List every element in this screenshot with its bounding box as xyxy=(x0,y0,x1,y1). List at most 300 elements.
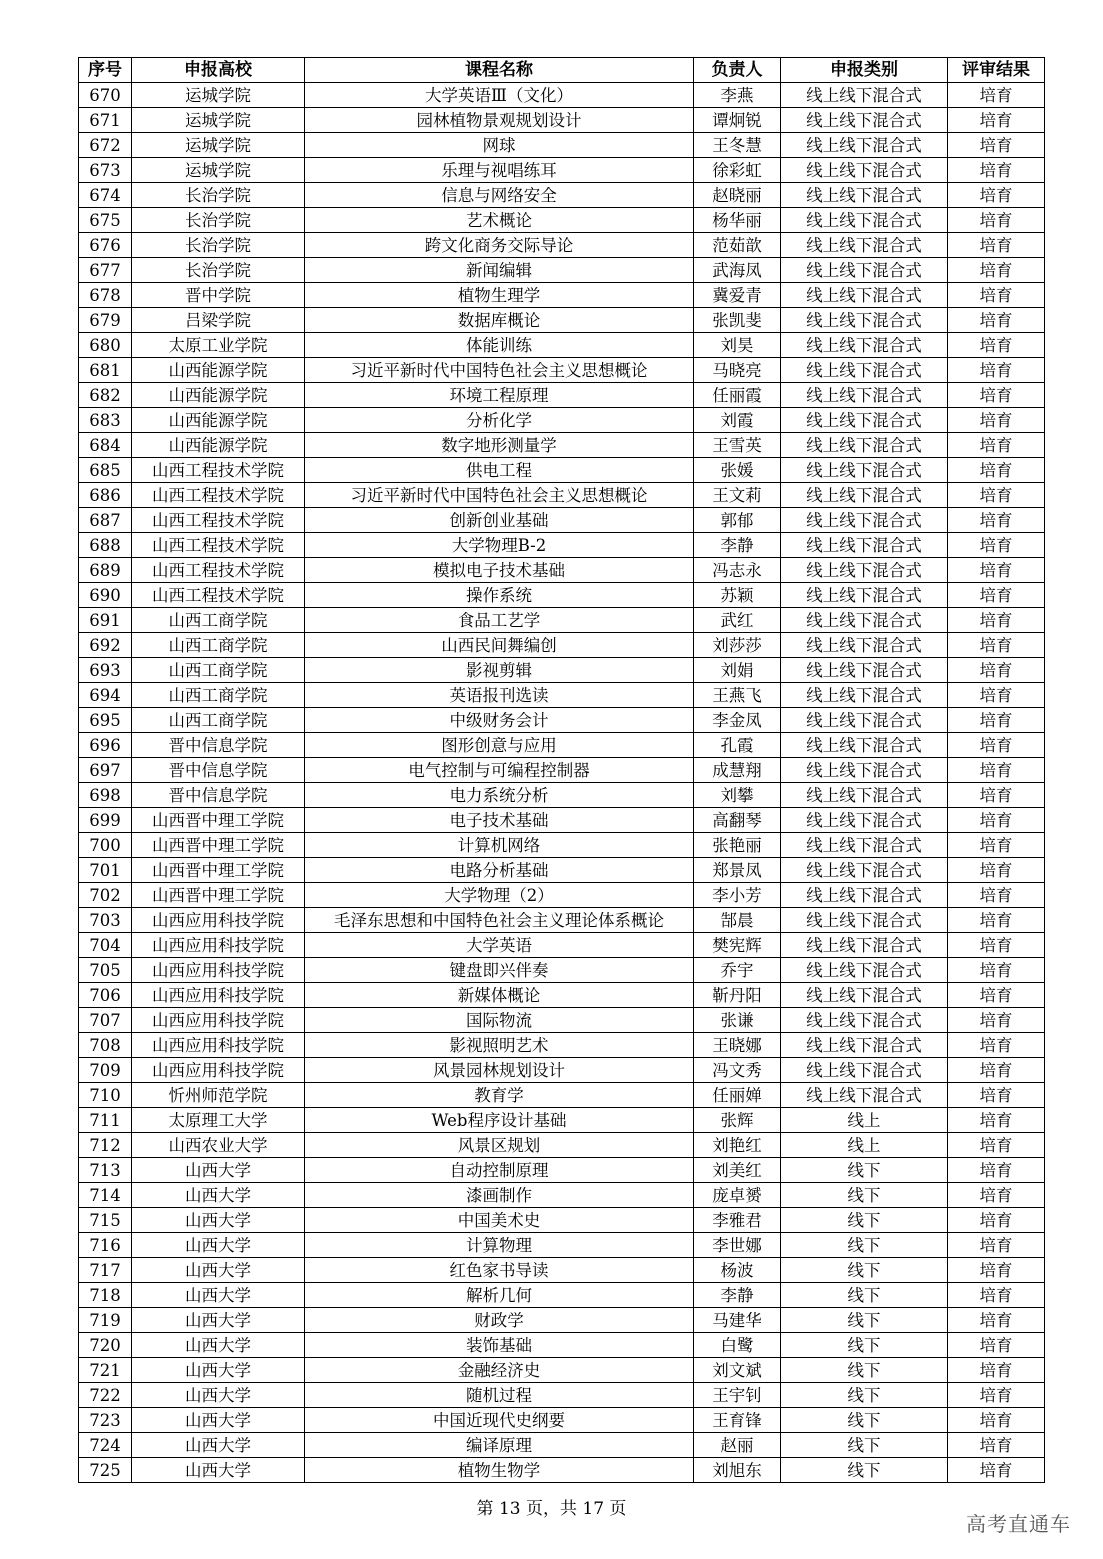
cell-instructor: 王宇钊 xyxy=(694,1383,781,1408)
cell-index: 712 xyxy=(79,1133,132,1158)
cell-index: 680 xyxy=(79,333,132,358)
cell-course-name: 解析几何 xyxy=(305,1283,694,1308)
cell-university: 山西工程技术学院 xyxy=(132,483,305,508)
cell-result: 培育 xyxy=(948,1433,1045,1458)
cell-university: 山西应用科技学院 xyxy=(132,1033,305,1058)
cell-index: 687 xyxy=(79,508,132,533)
cell-category: 线上线下混合式 xyxy=(781,633,948,658)
cell-result: 培育 xyxy=(948,608,1045,633)
cell-result: 培育 xyxy=(948,983,1045,1008)
table-row xyxy=(79,1233,1045,1258)
cell-instructor: 郜晨 xyxy=(694,908,781,933)
cell-category: 线上线下混合式 xyxy=(781,183,948,208)
cell-course-name: 艺术概论 xyxy=(305,208,694,233)
cell-result: 培育 xyxy=(948,133,1045,158)
cell-category: 线上线下混合式 xyxy=(781,583,948,608)
table-row xyxy=(79,608,1045,633)
cell-result: 培育 xyxy=(948,1008,1045,1033)
table-row xyxy=(79,1333,1045,1358)
cell-result: 培育 xyxy=(948,1033,1045,1058)
cell-result: 培育 xyxy=(948,658,1045,683)
cell-course-name: 山西民间舞编创 xyxy=(305,633,694,658)
cell-category: 线下 xyxy=(781,1408,948,1433)
cell-index: 715 xyxy=(79,1208,132,1233)
table-row xyxy=(79,783,1045,808)
cell-instructor: 刘莎莎 xyxy=(694,633,781,658)
cell-category: 线上线下混合式 xyxy=(781,458,948,483)
table-row xyxy=(79,883,1045,908)
cell-result: 培育 xyxy=(948,183,1045,208)
cell-result: 培育 xyxy=(948,108,1045,133)
cell-instructor: 刘霞 xyxy=(694,408,781,433)
cell-result: 培育 xyxy=(948,1133,1045,1158)
cell-university: 山西大学 xyxy=(132,1233,305,1258)
cell-course-name: 习近平新时代中国特色社会主义思想概论 xyxy=(305,358,694,383)
cell-university: 吕梁学院 xyxy=(132,308,305,333)
cell-result: 培育 xyxy=(948,858,1045,883)
cell-instructor: 杨波 xyxy=(694,1258,781,1283)
cell-index: 701 xyxy=(79,858,132,883)
cell-course-name: 分析化学 xyxy=(305,408,694,433)
cell-category: 线上线下混合式 xyxy=(781,733,948,758)
cell-result: 培育 xyxy=(948,433,1045,458)
cell-instructor: 刘旭东 xyxy=(694,1458,781,1483)
cell-instructor: 徐彩虹 xyxy=(694,158,781,183)
cell-category: 线上线下混合式 xyxy=(781,1083,948,1108)
cell-course-name: 网球 xyxy=(305,133,694,158)
cell-course-name: 环境工程原理 xyxy=(305,383,694,408)
cell-index: 719 xyxy=(79,1308,132,1333)
cell-index: 670 xyxy=(79,83,132,108)
cell-university: 长治学院 xyxy=(132,183,305,208)
cell-university: 山西工程技术学院 xyxy=(132,533,305,558)
cell-instructor: 张谦 xyxy=(694,1008,781,1033)
cell-university: 山西工程技术学院 xyxy=(132,583,305,608)
table-row xyxy=(79,508,1045,533)
cell-instructor: 樊宪辉 xyxy=(694,933,781,958)
cell-index: 706 xyxy=(79,983,132,1008)
cell-university: 山西大学 xyxy=(132,1258,305,1283)
cell-course-name: 国际物流 xyxy=(305,1008,694,1033)
cell-index: 700 xyxy=(79,833,132,858)
cell-category: 线上线下混合式 xyxy=(781,933,948,958)
cell-course-name: 数字地形测量学 xyxy=(305,433,694,458)
table-row xyxy=(79,908,1045,933)
cell-university: 晋中信息学院 xyxy=(132,758,305,783)
cell-result: 培育 xyxy=(948,958,1045,983)
cell-category: 线上线下混合式 xyxy=(781,158,948,183)
cell-instructor: 杨华丽 xyxy=(694,208,781,233)
cell-course-name: 数据库概论 xyxy=(305,308,694,333)
cell-category: 线上 xyxy=(781,1108,948,1133)
cell-course-name: 跨文化商务交际导论 xyxy=(305,233,694,258)
cell-instructor: 武海凤 xyxy=(694,258,781,283)
cell-instructor: 任丽婵 xyxy=(694,1083,781,1108)
cell-course-name: 电子技术基础 xyxy=(305,808,694,833)
cell-course-name: 电路分析基础 xyxy=(305,858,694,883)
cell-university: 晋中学院 xyxy=(132,283,305,308)
table-row xyxy=(79,808,1045,833)
cell-result: 培育 xyxy=(948,833,1045,858)
cell-course-name: 计算机网络 xyxy=(305,833,694,858)
table-body xyxy=(79,83,1045,1483)
cell-instructor: 孔霞 xyxy=(694,733,781,758)
cell-course-name: 信息与网络安全 xyxy=(305,183,694,208)
cell-result: 培育 xyxy=(948,308,1045,333)
cell-course-name: 大学英语 xyxy=(305,933,694,958)
cell-category: 线下 xyxy=(781,1308,948,1333)
cell-category: 线上线下混合式 xyxy=(781,108,948,133)
cell-instructor: 刘攀 xyxy=(694,783,781,808)
cell-university: 山西能源学院 xyxy=(132,383,305,408)
cell-instructor: 李燕 xyxy=(694,83,781,108)
table-row xyxy=(79,258,1045,283)
cell-index: 713 xyxy=(79,1158,132,1183)
course-table xyxy=(78,57,1045,1483)
cell-index: 677 xyxy=(79,258,132,283)
cell-category: 线上线下混合式 xyxy=(781,483,948,508)
cell-course-name: 影视剪辑 xyxy=(305,658,694,683)
cell-university: 山西工程技术学院 xyxy=(132,508,305,533)
cell-university: 太原理工大学 xyxy=(132,1108,305,1133)
cell-instructor: 郑景凤 xyxy=(694,858,781,883)
cell-category: 线上线下混合式 xyxy=(781,558,948,583)
table-row xyxy=(79,708,1045,733)
cell-index: 718 xyxy=(79,1283,132,1308)
cell-result: 培育 xyxy=(948,533,1045,558)
cell-university: 山西晋中理工学院 xyxy=(132,808,305,833)
cell-result: 培育 xyxy=(948,1258,1045,1283)
cell-course-name: 毛泽东思想和中国特色社会主义理论体系概论 xyxy=(305,908,694,933)
cell-university: 山西能源学院 xyxy=(132,408,305,433)
table-row xyxy=(79,308,1045,333)
cell-instructor: 李静 xyxy=(694,533,781,558)
cell-category: 线上线下混合式 xyxy=(781,808,948,833)
cell-result: 培育 xyxy=(948,583,1045,608)
header-result: 评审结果 xyxy=(948,58,1045,83)
cell-category: 线上线下混合式 xyxy=(781,608,948,633)
cell-course-name: 创新创业基础 xyxy=(305,508,694,533)
cell-category: 线上线下混合式 xyxy=(781,883,948,908)
cell-course-name: 电气控制与可编程控制器 xyxy=(305,758,694,783)
cell-category: 线上线下混合式 xyxy=(781,333,948,358)
cell-category: 线上线下混合式 xyxy=(781,133,948,158)
cell-result: 培育 xyxy=(948,283,1045,308)
table-row xyxy=(79,1158,1045,1183)
cell-instructor: 王雪英 xyxy=(694,433,781,458)
table-row xyxy=(79,233,1045,258)
table-row xyxy=(79,108,1045,133)
cell-university: 山西应用科技学院 xyxy=(132,983,305,1008)
cell-result: 培育 xyxy=(948,258,1045,283)
cell-instructor: 刘文斌 xyxy=(694,1358,781,1383)
cell-index: 708 xyxy=(79,1033,132,1058)
cell-course-name: 大学物理（2） xyxy=(305,883,694,908)
table-row xyxy=(79,1083,1045,1108)
cell-course-name: 中国近现代史纲要 xyxy=(305,1408,694,1433)
cell-result: 培育 xyxy=(948,458,1045,483)
cell-index: 704 xyxy=(79,933,132,958)
table-row xyxy=(79,633,1045,658)
cell-university: 山西晋中理工学院 xyxy=(132,858,305,883)
cell-result: 培育 xyxy=(948,1308,1045,1333)
table-row xyxy=(79,1133,1045,1158)
cell-index: 671 xyxy=(79,108,132,133)
cell-index: 696 xyxy=(79,733,132,758)
cell-result: 培育 xyxy=(948,1208,1045,1233)
cell-result: 培育 xyxy=(948,1108,1045,1133)
cell-university: 山西大学 xyxy=(132,1158,305,1183)
cell-result: 培育 xyxy=(948,883,1045,908)
cell-index: 707 xyxy=(79,1008,132,1033)
cell-university: 运城学院 xyxy=(132,83,305,108)
cell-index: 703 xyxy=(79,908,132,933)
cell-category: 线上线下混合式 xyxy=(781,258,948,283)
table-row xyxy=(79,1433,1045,1458)
cell-category: 线上线下混合式 xyxy=(781,1033,948,1058)
cell-course-name: 自动控制原理 xyxy=(305,1158,694,1183)
cell-instructor: 刘娟 xyxy=(694,658,781,683)
table-row xyxy=(79,208,1045,233)
cell-result: 培育 xyxy=(948,158,1045,183)
table-row xyxy=(79,1033,1045,1058)
cell-university: 山西晋中理工学院 xyxy=(132,833,305,858)
cell-category: 线上线下混合式 xyxy=(781,708,948,733)
cell-category: 线上线下混合式 xyxy=(781,508,948,533)
cell-course-name: 植物生理学 xyxy=(305,283,694,308)
cell-instructor: 刘昊 xyxy=(694,333,781,358)
cell-result: 培育 xyxy=(948,808,1045,833)
cell-instructor: 张辉 xyxy=(694,1108,781,1133)
cell-instructor: 王育锋 xyxy=(694,1408,781,1433)
table-row xyxy=(79,1208,1045,1233)
table-row xyxy=(79,358,1045,383)
cell-result: 培育 xyxy=(948,758,1045,783)
cell-index: 705 xyxy=(79,958,132,983)
cell-course-name: 大学物理B-2 xyxy=(305,533,694,558)
cell-instructor: 张媛 xyxy=(694,458,781,483)
cell-instructor: 乔宇 xyxy=(694,958,781,983)
cell-course-name: 新闻编辑 xyxy=(305,258,694,283)
watermark-text: 高考直通车 xyxy=(966,1512,1071,1536)
header-index: 序号 xyxy=(79,58,132,83)
cell-index: 692 xyxy=(79,633,132,658)
table-row xyxy=(79,1183,1045,1208)
cell-instructor: 冀爱青 xyxy=(694,283,781,308)
cell-result: 培育 xyxy=(948,558,1045,583)
cell-index: 723 xyxy=(79,1408,132,1433)
cell-result: 培育 xyxy=(948,1083,1045,1108)
cell-index: 679 xyxy=(79,308,132,333)
cell-category: 线下 xyxy=(781,1158,948,1183)
cell-instructor: 高翻琴 xyxy=(694,808,781,833)
cell-result: 培育 xyxy=(948,708,1045,733)
cell-index: 688 xyxy=(79,533,132,558)
cell-university: 山西能源学院 xyxy=(132,358,305,383)
cell-result: 培育 xyxy=(948,933,1045,958)
cell-category: 线下 xyxy=(781,1283,948,1308)
cell-university: 山西应用科技学院 xyxy=(132,933,305,958)
cell-instructor: 李小芳 xyxy=(694,883,781,908)
cell-category: 线上线下混合式 xyxy=(781,308,948,333)
cell-course-name: 图形创意与应用 xyxy=(305,733,694,758)
cell-index: 720 xyxy=(79,1333,132,1358)
cell-instructor: 白鹭 xyxy=(694,1333,781,1358)
cell-university: 山西应用科技学院 xyxy=(132,908,305,933)
cell-category: 线下 xyxy=(781,1208,948,1233)
table-row xyxy=(79,483,1045,508)
table-row xyxy=(79,558,1045,583)
table-row xyxy=(79,983,1045,1008)
cell-course-name: 食品工艺学 xyxy=(305,608,694,633)
cell-category: 线下 xyxy=(781,1333,948,1358)
cell-index: 714 xyxy=(79,1183,132,1208)
cell-index: 724 xyxy=(79,1433,132,1458)
cell-index: 725 xyxy=(79,1458,132,1483)
cell-course-name: 风景园林规划设计 xyxy=(305,1058,694,1083)
cell-result: 培育 xyxy=(948,908,1045,933)
cell-instructor: 王冬慧 xyxy=(694,133,781,158)
table-row xyxy=(79,583,1045,608)
cell-instructor: 冯志永 xyxy=(694,558,781,583)
cell-course-name: 风景区规划 xyxy=(305,1133,694,1158)
cell-instructor: 庞卓赟 xyxy=(694,1183,781,1208)
cell-index: 684 xyxy=(79,433,132,458)
cell-course-name: 漆画制作 xyxy=(305,1183,694,1208)
cell-instructor: 李静 xyxy=(694,1283,781,1308)
table-row xyxy=(79,958,1045,983)
cell-course-name: 编译原理 xyxy=(305,1433,694,1458)
cell-university: 晋中信息学院 xyxy=(132,783,305,808)
cell-course-name: 植物生物学 xyxy=(305,1458,694,1483)
cell-index: 676 xyxy=(79,233,132,258)
cell-instructor: 马晓亮 xyxy=(694,358,781,383)
cell-index: 716 xyxy=(79,1233,132,1258)
cell-instructor: 张凯斐 xyxy=(694,308,781,333)
cell-instructor: 郭郁 xyxy=(694,508,781,533)
cell-index: 717 xyxy=(79,1258,132,1283)
cell-result: 培育 xyxy=(948,1408,1045,1433)
cell-instructor: 马建华 xyxy=(694,1308,781,1333)
cell-instructor: 成慧翔 xyxy=(694,758,781,783)
cell-university: 山西工商学院 xyxy=(132,633,305,658)
cell-university: 忻州师范学院 xyxy=(132,1083,305,1108)
table-row xyxy=(79,1383,1045,1408)
cell-university: 山西工商学院 xyxy=(132,708,305,733)
cell-course-name: 中国美术史 xyxy=(305,1208,694,1233)
cell-category: 线上线下混合式 xyxy=(781,433,948,458)
cell-result: 培育 xyxy=(948,508,1045,533)
cell-index: 675 xyxy=(79,208,132,233)
cell-category: 线上线下混合式 xyxy=(781,533,948,558)
cell-course-name: Web程序设计基础 xyxy=(305,1108,694,1133)
cell-result: 培育 xyxy=(948,208,1045,233)
cell-index: 711 xyxy=(79,1108,132,1133)
cell-university: 长治学院 xyxy=(132,258,305,283)
cell-index: 699 xyxy=(79,808,132,833)
cell-instructor: 李雅君 xyxy=(694,1208,781,1233)
cell-category: 线上线下混合式 xyxy=(781,858,948,883)
cell-index: 672 xyxy=(79,133,132,158)
cell-university: 晋中信息学院 xyxy=(132,733,305,758)
cell-index: 697 xyxy=(79,758,132,783)
cell-result: 培育 xyxy=(948,1458,1045,1483)
cell-result: 培育 xyxy=(948,1158,1045,1183)
cell-category: 线上线下混合式 xyxy=(781,1058,948,1083)
cell-course-name: 财政学 xyxy=(305,1308,694,1333)
cell-result: 培育 xyxy=(948,408,1045,433)
cell-category: 线上 xyxy=(781,1133,948,1158)
cell-university: 山西大学 xyxy=(132,1333,305,1358)
cell-course-name: 英语报刊选读 xyxy=(305,683,694,708)
cell-university: 山西大学 xyxy=(132,1358,305,1383)
table-row xyxy=(79,933,1045,958)
cell-result: 培育 xyxy=(948,333,1045,358)
table-row xyxy=(79,408,1045,433)
cell-result: 培育 xyxy=(948,358,1045,383)
table-row xyxy=(79,683,1045,708)
table-row xyxy=(79,533,1045,558)
cell-university: 山西工商学院 xyxy=(132,658,305,683)
header-category: 申报类别 xyxy=(781,58,948,83)
cell-index: 678 xyxy=(79,283,132,308)
table-row xyxy=(79,1308,1045,1333)
cell-university: 山西应用科技学院 xyxy=(132,958,305,983)
cell-instructor: 冯文秀 xyxy=(694,1058,781,1083)
cell-university: 山西大学 xyxy=(132,1383,305,1408)
table-row xyxy=(79,433,1045,458)
cell-university: 运城学院 xyxy=(132,158,305,183)
cell-result: 培育 xyxy=(948,1383,1045,1408)
cell-university: 长治学院 xyxy=(132,233,305,258)
cell-university: 山西大学 xyxy=(132,1208,305,1233)
cell-instructor: 李世娜 xyxy=(694,1233,781,1258)
cell-index: 702 xyxy=(79,883,132,908)
cell-result: 培育 xyxy=(948,1233,1045,1258)
cell-index: 694 xyxy=(79,683,132,708)
cell-university: 山西大学 xyxy=(132,1433,305,1458)
header-instructor: 负责人 xyxy=(694,58,781,83)
table-row xyxy=(79,658,1045,683)
cell-index: 681 xyxy=(79,358,132,383)
cell-index: 682 xyxy=(79,383,132,408)
cell-category: 线上线下混合式 xyxy=(781,658,948,683)
cell-index: 689 xyxy=(79,558,132,583)
cell-category: 线上线下混合式 xyxy=(781,358,948,383)
cell-index: 710 xyxy=(79,1083,132,1108)
table-row xyxy=(79,283,1045,308)
cell-university: 山西能源学院 xyxy=(132,433,305,458)
cell-result: 培育 xyxy=(948,1283,1045,1308)
cell-instructor: 赵晓丽 xyxy=(694,183,781,208)
table-row xyxy=(79,1408,1045,1433)
cell-category: 线上线下混合式 xyxy=(781,408,948,433)
cell-course-name: 随机过程 xyxy=(305,1383,694,1408)
cell-index: 674 xyxy=(79,183,132,208)
cell-index: 673 xyxy=(79,158,132,183)
cell-category: 线下 xyxy=(781,1433,948,1458)
cell-category: 线下 xyxy=(781,1233,948,1258)
cell-result: 培育 xyxy=(948,1183,1045,1208)
cell-instructor: 苏颖 xyxy=(694,583,781,608)
cell-category: 线上线下混合式 xyxy=(781,908,948,933)
cell-index: 683 xyxy=(79,408,132,433)
cell-instructor: 王燕飞 xyxy=(694,683,781,708)
cell-university: 运城学院 xyxy=(132,108,305,133)
cell-result: 培育 xyxy=(948,83,1045,108)
cell-university: 山西工商学院 xyxy=(132,608,305,633)
table-row xyxy=(79,733,1045,758)
